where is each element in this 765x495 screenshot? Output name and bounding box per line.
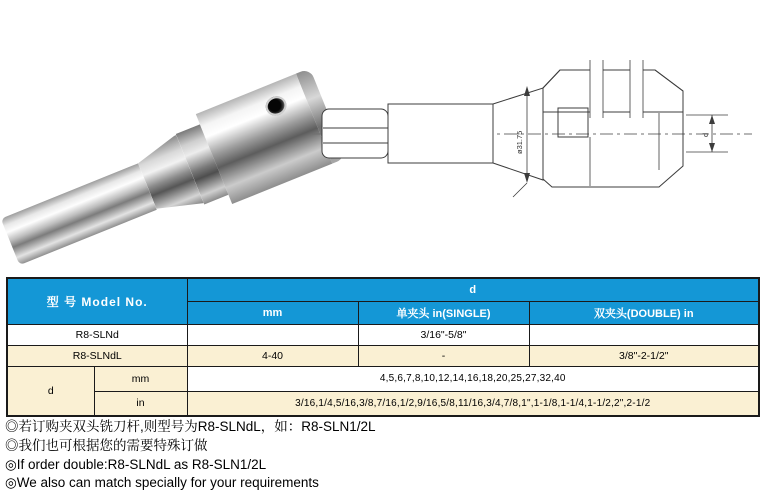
d-group-header: d: [187, 278, 759, 301]
d-row-label: d: [7, 366, 94, 416]
table-row: [7, 391, 759, 416]
model-col-header: 型 号 Model No.: [7, 278, 187, 324]
shank-thread-end: [322, 109, 388, 158]
double-cell: [529, 324, 759, 345]
table-row: [7, 345, 759, 366]
single-cell: 3/16"-5/8": [358, 324, 529, 345]
single-cell: -: [358, 345, 529, 366]
d-in-values: 3/16,1/4,5/16,3/8,7/16,1/2,9/16,5/8,11/16,3/4,7/8,1",1-1/8,1-1/4,1-1/2,2",2-1/2: [187, 391, 759, 416]
double-cell: 3/8"-2-1/2": [529, 345, 759, 366]
technical-drawing: [300, 40, 765, 250]
d-in-label: in: [94, 391, 187, 416]
col-header-single: 单夹头 in(SINGLE): [358, 301, 529, 324]
col-header-double: 双夹头(DOUBLE) in: [529, 301, 759, 324]
dia-dimension-label: ø31.75: [515, 130, 524, 154]
d-dimension-label: d: [701, 132, 710, 137]
note-line: ◎If order double:R8-SLNdL as R8-SLN1/2L: [5, 456, 267, 472]
shank-body: [388, 104, 493, 163]
mm-cell: 4-40: [187, 345, 358, 366]
dimension-diameter: [513, 86, 530, 197]
model-cell: R8-SLNd: [7, 324, 187, 345]
mm-cell: [187, 324, 358, 345]
table-row: [7, 366, 759, 391]
d-mm-label: mm: [94, 366, 187, 391]
hatch-band: [543, 70, 683, 112]
set-screw-hole: [263, 93, 290, 118]
tool-body: [0, 68, 346, 286]
holder-body: [543, 70, 683, 187]
note-line: ◎若订购夹双头铣刀杆,则型号为R8-SLNdL，如：R8-SLN1/2L: [5, 419, 376, 434]
note-line: ◎我们也可根据您的需要特殊订做: [5, 437, 208, 453]
table-row: [7, 324, 759, 345]
footnotes: [5, 418, 745, 493]
note-line: ◎We also can match specially for your requirements: [5, 475, 319, 491]
d-mm-values: 4,5,6,7,8,10,12,14,16,18,20,25,27,32,40: [187, 366, 759, 391]
model-cell: R8-SLNdL: [7, 345, 187, 366]
col-header-mm: mm: [187, 301, 358, 324]
tool-shank: [1, 163, 157, 265]
spec-table: [6, 277, 760, 417]
product-photo: [0, 35, 330, 265]
